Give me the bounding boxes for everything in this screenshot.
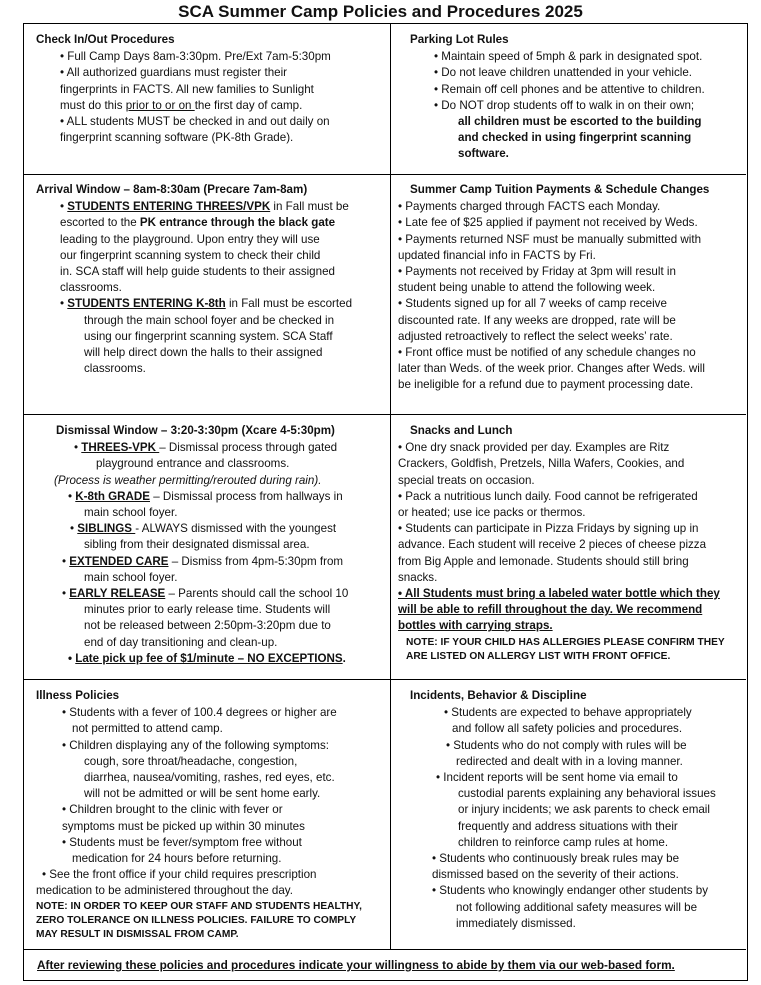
dismissal-siblings-label: SIBLINGS: [77, 522, 136, 536]
dismissal-late-fee-line: [68, 651, 386, 667]
dismissal-k8-label: K-8th GRADE: [75, 489, 150, 503]
arrival-line: using our fingerprint scanning system. SCA Staff: [84, 329, 333, 343]
row-divider-2: [24, 414, 746, 415]
checkin-heading: Check In/Out Procedures: [36, 33, 175, 46]
parking-bold-line: and checked in using fingerprint scanning: [458, 131, 692, 145]
snacks-line: • Pack a nutritious lunch daily. Food cannot be refrigerated: [398, 489, 698, 503]
dismissal-line: [70, 521, 386, 537]
tuition-section: [398, 182, 746, 412]
checkin-line: fingerprint scanning software (PK-8th Grade).: [60, 131, 294, 145]
incidents-line: redirected and dealt with in a loving manner.: [456, 754, 683, 768]
arrival-line: [60, 296, 386, 312]
incidents-line: • Students are expected to behave appropriately: [444, 706, 692, 720]
dismissal-line: [68, 489, 386, 505]
bullet: •: [62, 587, 70, 601]
parking-section: [410, 32, 746, 172]
water-bottle-line: will be able to refill throughout the day. We recommend: [398, 603, 703, 617]
dismissal-text: – Dismissal process through gated: [159, 441, 338, 455]
illness-line: • Students with a fever of 100.4 degrees or higher are: [62, 706, 337, 720]
arrival-line: [60, 199, 386, 215]
snacks-heading: Snacks and Lunch: [410, 424, 513, 437]
tuition-line: later than Weds. of the week prior. Changes after Weds. will: [398, 362, 705, 376]
incidents-line: • Incident reports will be sent home via email to: [436, 771, 678, 785]
snacks-line: Crackers, Goldfish, Pretzels, Nilla Wafers, Cookies, and: [398, 457, 685, 471]
bullet: •: [68, 651, 76, 665]
bullet: •: [62, 554, 70, 568]
arrival-line: classrooms.: [84, 362, 146, 376]
illness-note-line: ZERO TOLERANCE ON ILLNESS POLICIES. FAILURE TO COMPLY: [36, 914, 357, 926]
dismissal-early-release-label: EARLY RELEASE: [69, 587, 166, 601]
dismissal-line: sibling from their designated dismissal area.: [84, 538, 310, 552]
checkin-line: [60, 98, 386, 114]
page-title: SCA Summer Camp Policies and Procedures 2025: [178, 2, 583, 21]
snacks-line: advance. Each student will receive 2 pieces of cheese pizza: [398, 538, 707, 552]
dismissal-extended-label: EXTENDED CARE: [69, 554, 169, 568]
tuition-line: • Payments returned NSF must be manually submitted with: [398, 232, 702, 246]
dismissal-line: minutes prior to early release time. Students will: [84, 603, 331, 617]
incidents-line: children to reinforce camp rules at home.: [458, 835, 669, 849]
arrival-line: [60, 215, 386, 231]
row-divider-1: [24, 174, 746, 175]
arrival-text: in Fall must be: [270, 200, 349, 214]
arrival-text: in Fall must be escorted: [225, 297, 353, 311]
arrival-line: through the main school foyer and be checked in: [84, 313, 335, 327]
snacks-line: • One dry snack provided per day. Examples are Ritz: [398, 441, 670, 455]
illness-line: will not be admitted or will be sent home early.: [84, 787, 321, 801]
dismissal-threes-label: THREES-VPK: [81, 441, 160, 455]
tuition-line: discounted rate. If any weeks are dropped, rate will be: [398, 313, 676, 327]
parking-line: • Remain off cell phones and be attentive to children.: [434, 82, 705, 96]
bullet: •: [60, 297, 68, 311]
bullet: •: [68, 489, 76, 503]
checkin-underlined-text: prior to or on: [125, 98, 195, 112]
water-bottle-line: • All Students must bring a labeled water bottle which they: [398, 587, 720, 601]
dismissal-line: end of day transitioning and clean-up.: [84, 635, 278, 649]
late-fee-period: .: [342, 651, 346, 665]
incidents-line: and follow all safety policies and procedures.: [452, 722, 683, 736]
dismissal-italic-line: (Process is weather permitting/rerouted during rain).: [54, 473, 322, 487]
illness-line: cough, sore throat/headache, congestion,: [84, 754, 298, 768]
allergy-note-line: NOTE: IF YOUR CHILD HAS ALLERGIES PLEASE CONFIRM THEY: [406, 636, 725, 648]
tuition-line: student being unable to attend the following week.: [398, 281, 656, 295]
incidents-line: or injury incidents; we ask parents to check email: [458, 803, 710, 817]
dismissal-line: [62, 586, 386, 602]
illness-line: • See the front office if your child requires prescription: [42, 868, 317, 882]
checkin-text: the first day of camp.: [194, 98, 303, 112]
tuition-line: be ineligible for a refund due to payment processing date.: [398, 378, 694, 392]
incidents-section: [410, 688, 746, 946]
bullet: •: [70, 522, 78, 536]
parking-line: • Maintain speed of 5mph & park in designated spot.: [434, 50, 703, 64]
water-bottle-line: bottles with carrying straps.: [398, 619, 553, 633]
checkin-line: fingerprints in FACTS. All new families to Sunlight: [60, 82, 314, 96]
incidents-line: immediately dismissed.: [456, 916, 576, 930]
illness-line: • Students must be fever/symptom free without: [62, 835, 302, 849]
tuition-line: • Late fee of $25 applied if payment not received by Weds.: [398, 216, 698, 230]
illness-line: medication for 24 hours before returning.: [72, 852, 282, 866]
arrival-line: will help direct down the halls to their assigned: [84, 346, 323, 360]
dismissal-line: main school foyer.: [84, 570, 178, 584]
dismissal-text: - ALWAYS dismissed with the youngest: [135, 522, 337, 536]
incidents-line: • Students who continuously break rules may be: [432, 852, 680, 866]
incidents-line: • Students who do not comply with rules will be: [446, 738, 687, 752]
late-fee-text: Late pick up fee of $1/minute – NO EXCEPTIONS: [75, 651, 343, 665]
tuition-line: adjusted retroactively to reflect the select weeks’ rate.: [398, 329, 673, 343]
illness-line: symptoms must be picked up within 30 minutes: [62, 819, 305, 833]
snacks-line: • Students can participate in Pizza Fridays by signing up in: [398, 522, 699, 536]
illness-line: • Children brought to the clinic with fever or: [62, 803, 283, 817]
column-divider: [390, 24, 391, 949]
parking-line: • Do NOT drop students off to walk in on their own;: [434, 98, 695, 112]
dismissal-text: – Parents should call the school 10: [165, 587, 349, 601]
illness-line: medication to be administered throughout the day.: [36, 884, 293, 898]
bullet: •: [74, 441, 82, 455]
dismissal-line: [62, 554, 386, 570]
arrival-section: [36, 182, 386, 412]
parking-bold-line: all children must be escorted to the building: [458, 115, 702, 129]
dismissal-text: – Dismissal process from hallways in: [150, 489, 343, 503]
arrival-line: classrooms.: [60, 281, 122, 295]
tuition-line: • Front office must be notified of any schedule changes no: [398, 346, 696, 360]
checkin-line: • Full Camp Days 8am-3:30pm. Pre/Ext 7am-5:30pm: [60, 50, 331, 64]
tuition-heading: Summer Camp Tuition Payments & Schedule Changes: [410, 183, 710, 196]
dismissal-line: [74, 440, 386, 456]
snacks-line: snacks.: [398, 570, 438, 584]
arrival-bold-text: PK entrance through the black gate: [139, 216, 336, 230]
policy-grid: [23, 23, 748, 981]
arrival-line: leading to the playground. Upon entry they will use: [60, 232, 320, 246]
tuition-line: updated financial info in FACTS by Fri.: [398, 248, 596, 262]
incidents-line: • Students who knowingly endanger other students by: [432, 884, 709, 898]
dismissal-line: playground entrance and classrooms.: [96, 457, 290, 471]
tuition-line: • Payments not received by Friday at 3pm will result in: [398, 265, 676, 279]
arrival-heading: Arrival Window – 8am-8:30am (Precare 7am-8am): [36, 183, 308, 196]
footer-statement: After reviewing these policies and procedures indicate your willingness to abide by them via our web-based form.: [37, 958, 675, 972]
tuition-line: • Students signed up for all 7 weeks of camp receive: [398, 297, 667, 311]
checkin-line: • All authorized guardians must register their: [60, 66, 288, 80]
dismissal-line: not be released between 2:50pm-3:20pm due to: [84, 619, 331, 633]
incidents-line: frequently and address situations with their: [458, 819, 678, 833]
row-divider-3: [24, 679, 746, 680]
arrival-k8-label: STUDENTS ENTERING K-8th: [67, 297, 226, 311]
arrival-threes-label: STUDENTS ENTERING THREES/VPK: [67, 200, 271, 214]
illness-note-line: NOTE: IN ORDER TO KEEP OUR STAFF AND STUDENTS HEALTHY,: [36, 900, 363, 912]
bullet: •: [60, 200, 68, 214]
illness-heading: Illness Policies: [36, 689, 120, 702]
snacks-line: special treats on occasion.: [398, 473, 535, 487]
snacks-line: or heated; use ice packs or thermos.: [398, 506, 586, 520]
illness-section: [36, 688, 386, 946]
parking-bold-line: software.: [458, 147, 509, 161]
illness-line: not permitted to attend camp.: [72, 722, 223, 736]
allergy-note-line: ARE LISTED ON ALLERGY LIST WITH FRONT OFFICE.: [406, 650, 671, 662]
dismissal-line: main school foyer.: [84, 506, 178, 520]
incidents-heading: Incidents, Behavior & Discipline: [410, 689, 587, 702]
tuition-line: • Payments charged through FACTS each Monday.: [398, 200, 661, 214]
arrival-line: our fingerprint scanning system to check their child: [60, 248, 321, 262]
checkin-text: must do this: [60, 98, 126, 112]
illness-line: diarrhea, nausea/vomiting, rashes, red eyes, etc.: [84, 771, 335, 785]
checkin-line: • ALL students MUST be checked in and out daily on: [60, 115, 330, 129]
arrival-text: escorted to the: [60, 216, 140, 230]
incidents-line: dismissed based on the severity of their actions.: [432, 868, 679, 882]
illness-note-line: MAY RESULT IN DISMISSAL FROM CAMP.: [36, 928, 239, 940]
parking-heading: Parking Lot Rules: [410, 33, 509, 46]
arrival-line: in. SCA staff will help guide students to their assigned: [60, 265, 335, 279]
dismissal-section: [36, 423, 386, 677]
dismissal-heading: Dismissal Window – 3:20-3:30pm (Xcare 4-5:30pm): [56, 424, 335, 437]
dismissal-text: – Dismiss from 4pm-5:30pm from: [168, 554, 344, 568]
snacks-line: from Big Apple and lemonade. Students should still bring: [398, 554, 689, 568]
checkin-section: [36, 32, 386, 172]
incidents-line: custodial parents explaining any behavioral issues: [458, 787, 716, 801]
parking-line: • Do not leave children unattended in your vehicle.: [434, 66, 692, 80]
incidents-line: not following additional safety measures will be: [456, 900, 698, 914]
snacks-section: [398, 423, 746, 677]
illness-line: • Children displaying any of the following symptoms:: [62, 738, 329, 752]
